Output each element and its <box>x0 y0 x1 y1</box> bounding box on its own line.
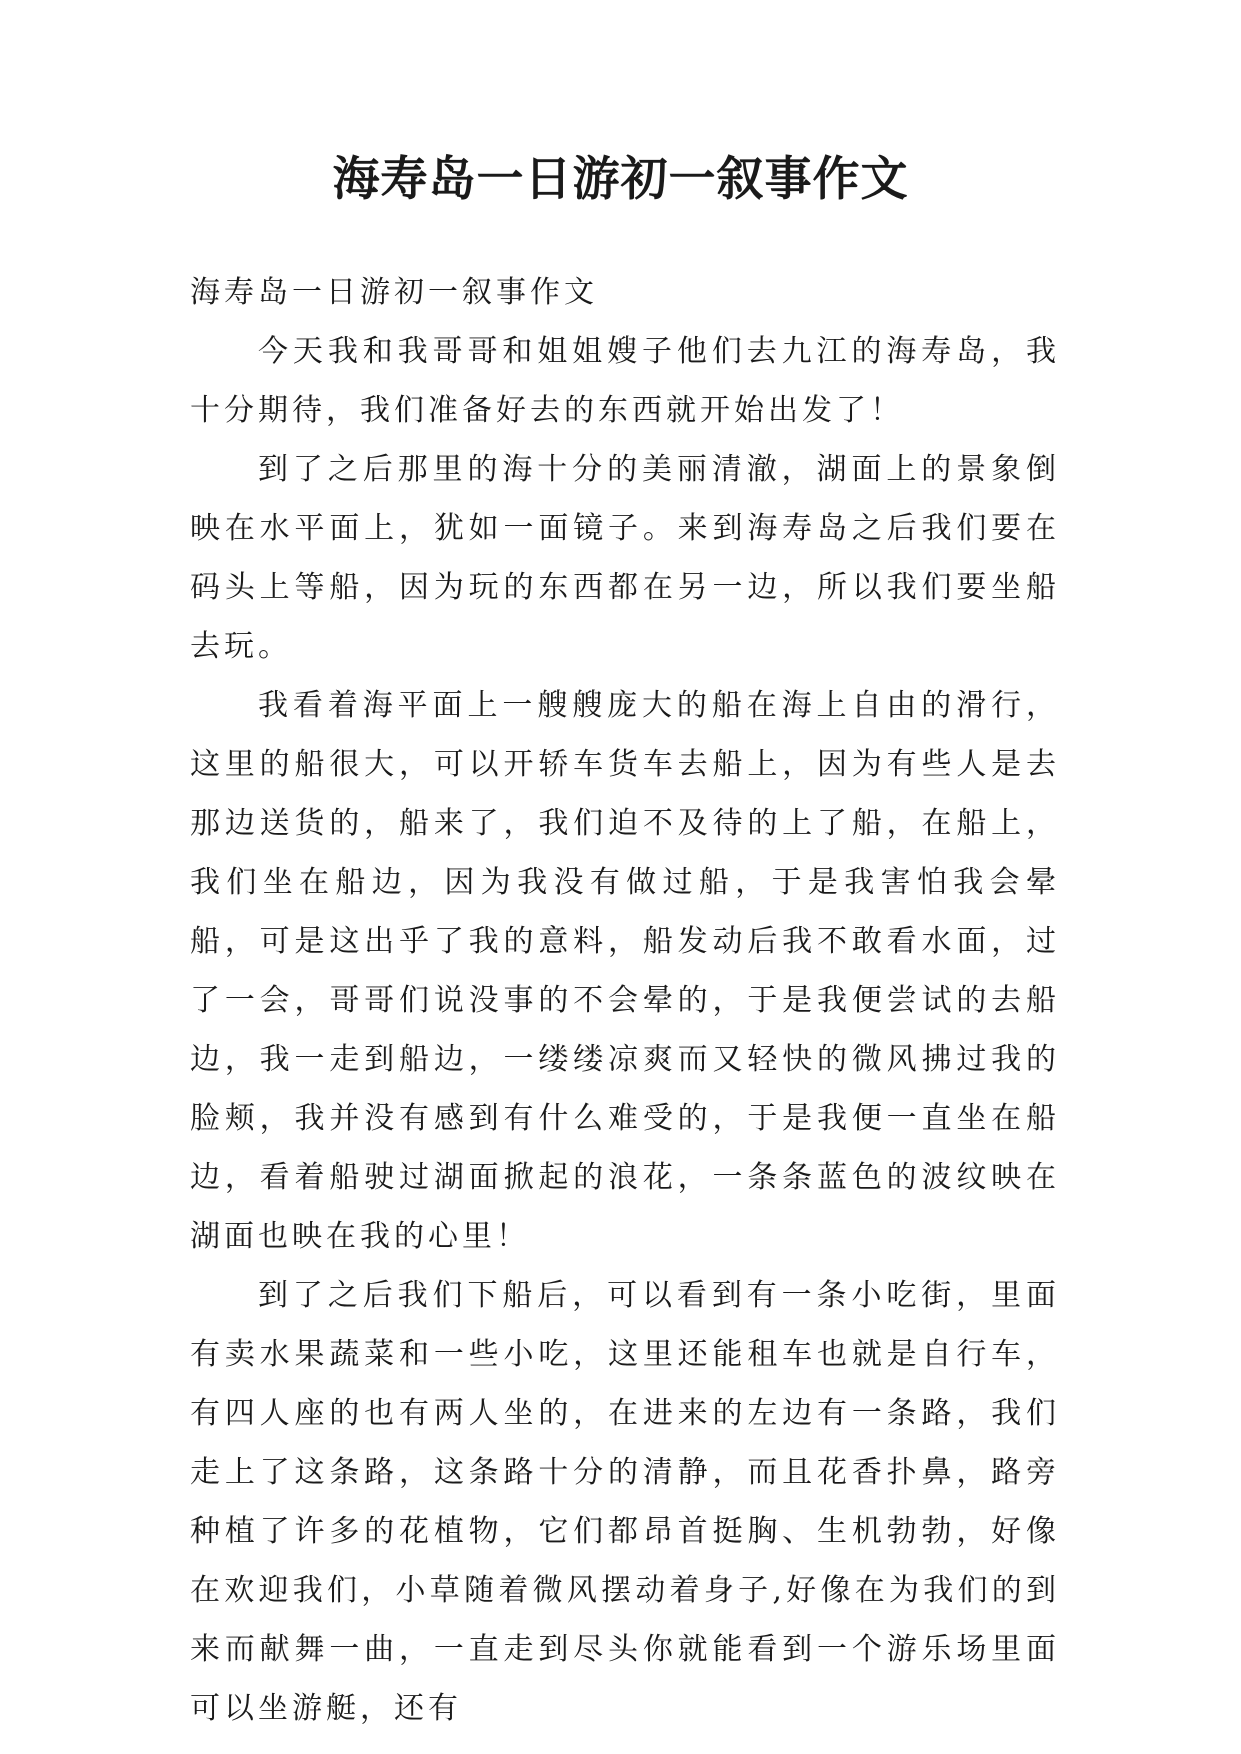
paragraph: 我看着海平面上一艘艘庞大的船在海上自由的滑行，这里的船很大，可以开轿车货车去船上，因为有些人是去那边送货的，船来了，我们迫不及待的上了船，在船上，我们坐在船边，因为我没有做过船，于是我害怕我会晕船，可是这出乎了我的意料，船发动后我不敢看水面，过了一会，哥哥们说没事的不会晕的，于是我便尝试的去船边，我一走到船边，一缕缕凉爽而又轻快的微风拂过我的脸颊，我并没有感到有什么难受的，于是我便一直坐在船边，看着船驶过湖面掀起的浪花，一条条蓝色的波纹映在湖面也映在我的心里！ <box>190 688 1060 1254</box>
document-title: 海寿岛一日游初一叙事作文 <box>332 152 909 207</box>
paragraph: 到了之后我们下船后，可以看到有一条小吃街，里面有卖水果蔬菜和一些小吃，这里还能租车也就是自行车，有四人座的也有两人坐的，在进来的左边有一条路，我们走上了这条路，这条路十分的清静，而且花香扑鼻，路旁种植了许多的花植物，它们都昂首挺胸、生机勃勃，好像在欢迎我们，小草随着微风摆动着身子,好像在为我们的到来而献舞一曲，一直走到尽头你就能看到一个游乐场里面可以坐游艇，还有 <box>190 1278 1060 1726</box>
paragraph: 今天我和我哥哥和姐姐嫂子他们去九江的海寿岛，我十分期待，我们准备好去的东西就开始出发了！ <box>190 334 1060 428</box>
paragraph: 到了之后那里的海十分的美丽清澈，湖面上的景象倒映在水平面上，犹如一面镜子。来到海寿岛之后我们要在码头上等船，因为玩的东西都在另一边，所以我们要坐船去玩。 <box>190 452 1060 664</box>
document-subtitle: 海寿岛一日游初一叙事作文 <box>190 275 598 310</box>
document-body <box>190 263 1060 1738</box>
